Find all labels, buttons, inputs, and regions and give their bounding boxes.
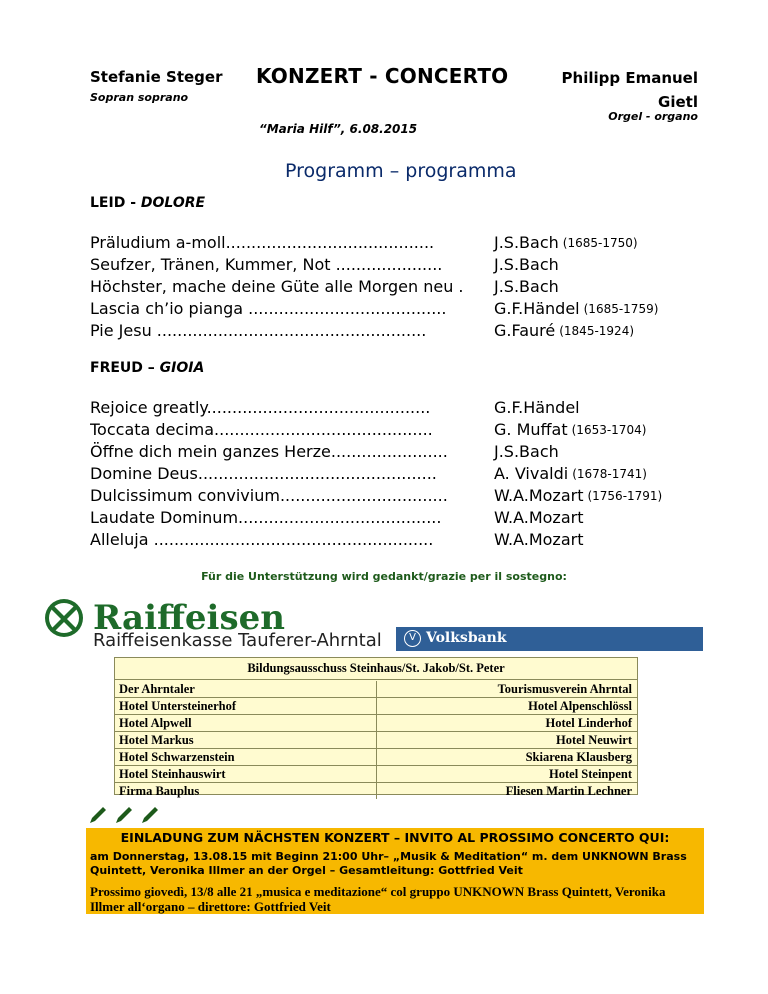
invitation-title: EINLADUNG ZUM NÄCHSTEN KONZERT – INVITO AL PROSSIMO CONCERTO QUI:: [120, 830, 670, 845]
piece-title: Rejoice greatly............................................: [90, 398, 431, 417]
program-item: [90, 276, 658, 298]
program-item: [90, 529, 662, 551]
piece-title: Pie Jesu .....................................................: [90, 321, 427, 340]
raiffeisen-logo-icon: [44, 598, 84, 642]
sponsor-row: [115, 681, 637, 698]
raiffeisen-subtitle: Raiffeisenkasse Tauferer-Ahrntal: [93, 630, 382, 651]
sponsor-left: Hotel Markus: [115, 732, 377, 748]
sponsor-right: Fliesen Martin Lechner: [505, 784, 632, 798]
program-item: [90, 441, 662, 463]
volksbank-banner: [396, 627, 703, 651]
program-list-dolore: [90, 232, 658, 342]
section-heading-gioia: [90, 360, 204, 376]
organist-name: [562, 66, 698, 114]
composer: G. Muffat: [494, 420, 568, 439]
pen-icon: [88, 805, 168, 825]
sponsor-left: Der Ahrntaler: [115, 681, 377, 697]
invitation-german: am Donnerstag, 13.08.15 mit Beginn 21:00 Uhr– „Musik & Meditation“ m. dem UNKNOWN Brass Quintett, Veronika Illmer an der Orgel – Gesamtleitung: Gottfried Veit: [90, 850, 687, 877]
composer: G.F.Händel: [494, 398, 580, 417]
composer: A. Vivaldi: [494, 464, 569, 483]
sponsor-row: [115, 749, 637, 766]
sponsor-left: Hotel Untersteinerhof: [115, 698, 377, 714]
sponsor-right: Skiarena Klausberg: [525, 750, 632, 764]
pen-icons: [88, 805, 168, 829]
program-list-gioia: [90, 397, 662, 551]
composer: W.A.Mozart: [494, 508, 584, 527]
sponsor-right: Hotel Neuwirt: [555, 733, 632, 747]
program-item: [90, 485, 662, 507]
piece-title: Seufzer, Tränen, Kummer, Not .....................: [90, 255, 443, 274]
singer-role: Sopran soprano: [90, 91, 189, 104]
sponsor-table-title: Bildungsausschuss Steinhaus/St. Jakob/St. Peter: [115, 658, 637, 680]
organist-name-line1: Philipp Emanuel: [561, 69, 698, 87]
composer: J.S.Bach: [494, 255, 559, 274]
sponsor-right: Hotel Steinpent: [549, 767, 632, 781]
section-heading-text: LEID -: [90, 195, 141, 211]
composer-years: (1678-1741): [572, 467, 647, 481]
program-item: [90, 507, 662, 529]
program-item: [90, 298, 658, 320]
concert-date: “Maria Hilf”, 6.08.2015: [259, 122, 418, 136]
sponsor-table: [114, 657, 638, 798]
program-item: [90, 254, 658, 276]
composer: J.S.Bach: [494, 233, 559, 252]
sponsor-row: [115, 783, 637, 799]
invitation-box: [86, 828, 704, 914]
composer-years: (1845-1924): [559, 324, 635, 338]
piece-title: Höchster, mache deine Güte alle Morgen neu .: [90, 277, 464, 296]
composer: W.A.Mozart: [494, 486, 584, 505]
piece-title: Toccata decima...........................................: [90, 420, 433, 439]
piece-title: Alleluja .......................................................: [90, 530, 434, 549]
composer-years: (1685-1750): [562, 236, 638, 250]
singer-name: Stefanie Steger: [90, 68, 223, 86]
composer: J.S.Bach: [494, 442, 559, 461]
organist-name-line2: Gietl: [658, 93, 698, 111]
piece-title: Laudate Dominum........................................: [90, 508, 442, 527]
sponsor-right: Hotel Linderhof: [545, 716, 632, 730]
sponsor-left: Hotel Steinhauswirt: [115, 766, 377, 782]
composer: J.S.Bach: [494, 277, 559, 296]
organist-role: Orgel - organo: [608, 110, 698, 123]
raiffeisen-name: Raiffeisen: [93, 598, 285, 638]
composer-years: (1653-1704): [571, 423, 647, 437]
piece-title: Domine Deus...............................................: [90, 464, 437, 483]
piece-title: Lascia ch’io pianga .......................................: [90, 299, 447, 318]
program-item: [90, 397, 662, 419]
program-item: [90, 232, 658, 254]
piece-title: Präludium a-moll.........................................: [90, 233, 435, 252]
sponsor-table-body: [115, 681, 637, 799]
program-item: [90, 463, 662, 485]
piece-title: Öffne dich mein ganzes Herze.......................: [90, 442, 448, 461]
composer-years: (1756-1791): [587, 489, 663, 503]
section-heading-text: FREUD –: [90, 360, 160, 376]
sponsor-left: Hotel Alpwell: [115, 715, 377, 731]
sponsor-left: Firma Bauplus: [115, 783, 377, 799]
section-heading-italic: GIOIA: [159, 360, 205, 376]
program-item: [90, 419, 662, 441]
piece-title: Dulcissimum convivium.................................: [90, 486, 448, 505]
sponsor-row: [115, 732, 637, 749]
section-heading-dolore: [90, 195, 205, 211]
composer: W.A.Mozart: [494, 530, 584, 549]
concert-title: KONZERT - CONCERTO: [256, 64, 509, 88]
invitation-italian: Prossimo giovedì, 13/8 alle 21 „musica e meditazione“ col gruppo UNKNOWN Brass Quintett, Veronika Illmer all‘organo – direttore: Gottfried Veit: [90, 884, 666, 914]
composer: G.Fauré: [494, 321, 556, 340]
sponsor-right: Hotel Alpenschlössl: [528, 699, 632, 713]
program-title: Programm – programma: [285, 160, 517, 182]
sponsor-thanks: Für die Unterstützung wird gedankt/grazie per il sostegno:: [201, 570, 567, 583]
section-heading-italic: DOLORE: [140, 195, 206, 211]
sponsor-right: Tourismusverein Ahrntal: [497, 682, 632, 696]
volksbank-name: Volksbank: [426, 630, 507, 646]
sponsor-row: [115, 698, 637, 715]
sponsor-row: [115, 715, 637, 732]
volksbank-logo-icon: V: [404, 630, 421, 647]
sponsor-left: Hotel Schwarzenstein: [115, 749, 377, 765]
composer: G.F.Händel: [494, 299, 580, 318]
program-item: [90, 320, 658, 342]
composer-years: (1685-1759): [583, 302, 659, 316]
sponsor-row: [115, 766, 637, 783]
